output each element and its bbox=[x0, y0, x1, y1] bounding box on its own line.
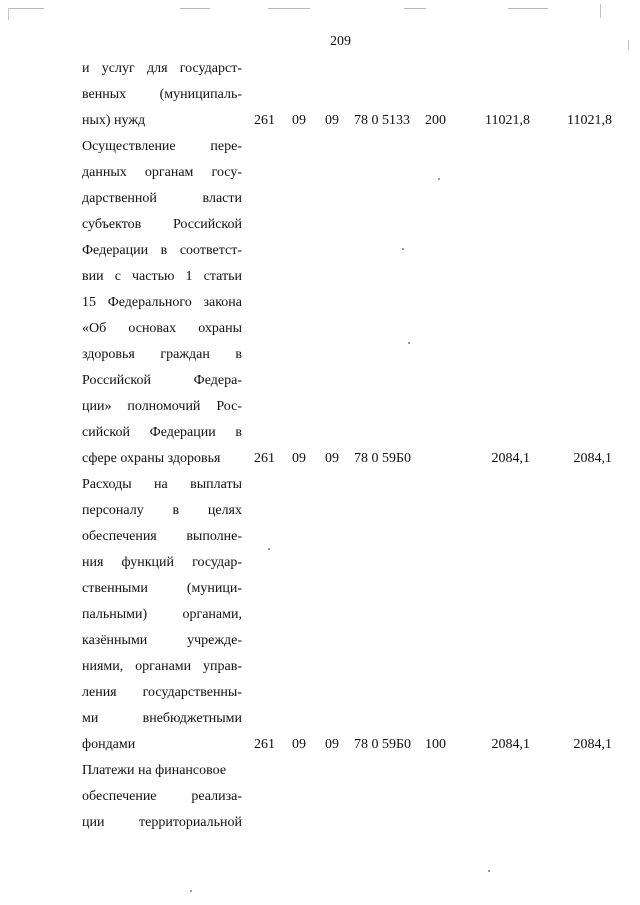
amount-2: 11021,8 bbox=[567, 113, 612, 128]
description-line: венных (муниципаль- bbox=[82, 87, 242, 102]
row-description bbox=[82, 758, 242, 836]
description-line: «Об основах охраны bbox=[82, 321, 242, 336]
amount-1: 2084,1 bbox=[491, 451, 530, 466]
description-line: Платежи на финансовое bbox=[82, 763, 227, 778]
amount-2: 2084,1 bbox=[573, 451, 612, 466]
section-code: 09 bbox=[292, 113, 306, 128]
section-code: 09 bbox=[292, 451, 306, 466]
description-line: обеспечения выполне- bbox=[82, 529, 242, 544]
description-line: ции территориальной bbox=[82, 815, 242, 830]
target-article-code: 78 0 5133 bbox=[354, 113, 410, 128]
scan-edge-mark bbox=[628, 40, 629, 50]
scan-edge-mark bbox=[404, 8, 426, 9]
scan-edge-mark bbox=[508, 8, 548, 9]
subsection-code: 09 bbox=[325, 113, 339, 128]
subsection-code: 09 bbox=[325, 737, 339, 752]
description-line: казёнными учрежде- bbox=[82, 633, 242, 648]
description-line: 15 Федерального закона bbox=[82, 295, 242, 310]
scan-edge-mark bbox=[600, 4, 601, 18]
target-article-code: 78 0 59Б0 bbox=[354, 737, 412, 752]
description-line: ления государственны- bbox=[82, 685, 242, 700]
section-code: 09 bbox=[292, 737, 306, 752]
description-line: ния функций государ- bbox=[82, 555, 242, 570]
row-description bbox=[82, 134, 242, 472]
description-line: ных) нужд bbox=[82, 113, 146, 128]
amount-1: 2084,1 bbox=[491, 737, 530, 752]
subsection-code: 09 bbox=[325, 451, 339, 466]
description-line: Российской Федера- bbox=[82, 373, 242, 388]
description-line: субъектов Российской bbox=[82, 217, 242, 232]
description-line: обеспечение реализа- bbox=[82, 789, 242, 804]
description-line: сийской Федерации в bbox=[82, 425, 242, 440]
scan-edge-mark bbox=[8, 8, 9, 20]
row-description bbox=[82, 56, 242, 134]
description-line: ственными (муници- bbox=[82, 581, 242, 596]
description-line: Расходы на выплаты bbox=[82, 477, 242, 492]
description-line: дарственной власти bbox=[82, 191, 242, 206]
description-line: ниями, органами управ- bbox=[82, 659, 242, 674]
description-line: и услуг для государст- bbox=[82, 61, 242, 76]
description-line: фондами bbox=[82, 737, 136, 752]
description-line: здоровья граждан в bbox=[82, 347, 242, 362]
amount-1: 11021,8 bbox=[485, 113, 530, 128]
description-line: вии с частью 1 статьи bbox=[82, 269, 242, 284]
scan-speck bbox=[488, 870, 490, 872]
scan-speck bbox=[438, 178, 440, 180]
page-number: 209 bbox=[330, 34, 351, 49]
description-line: данных органам госу- bbox=[82, 165, 242, 180]
description-line: Федерации в соответст- bbox=[82, 243, 242, 258]
description-line: пальными) органами, bbox=[82, 607, 242, 622]
target-article-code: 78 0 59Б0 bbox=[354, 451, 412, 466]
description-line: ми внебюджетными bbox=[82, 711, 242, 726]
scan-speck bbox=[268, 548, 270, 550]
scan-speck bbox=[402, 248, 404, 250]
expense-type-code: 200 bbox=[425, 113, 446, 128]
description-line: персоналу в целях bbox=[82, 503, 242, 518]
expense-type-code: 100 bbox=[425, 737, 446, 752]
scan-edge-mark bbox=[268, 8, 310, 9]
amount-2: 2084,1 bbox=[573, 737, 612, 752]
description-line: сфере охраны здоровья bbox=[82, 451, 221, 466]
scan-edge-mark bbox=[8, 8, 44, 9]
ved-code: 261 bbox=[254, 737, 275, 752]
ved-code: 261 bbox=[254, 113, 275, 128]
scan-edge-mark bbox=[180, 8, 210, 9]
row-description bbox=[82, 472, 242, 758]
scan-speck bbox=[408, 342, 410, 344]
ved-code: 261 bbox=[254, 451, 275, 466]
description-line: Осуществление пере- bbox=[82, 139, 242, 154]
description-line: ции» полномочий Рос- bbox=[82, 399, 242, 414]
scan-speck bbox=[190, 890, 192, 892]
